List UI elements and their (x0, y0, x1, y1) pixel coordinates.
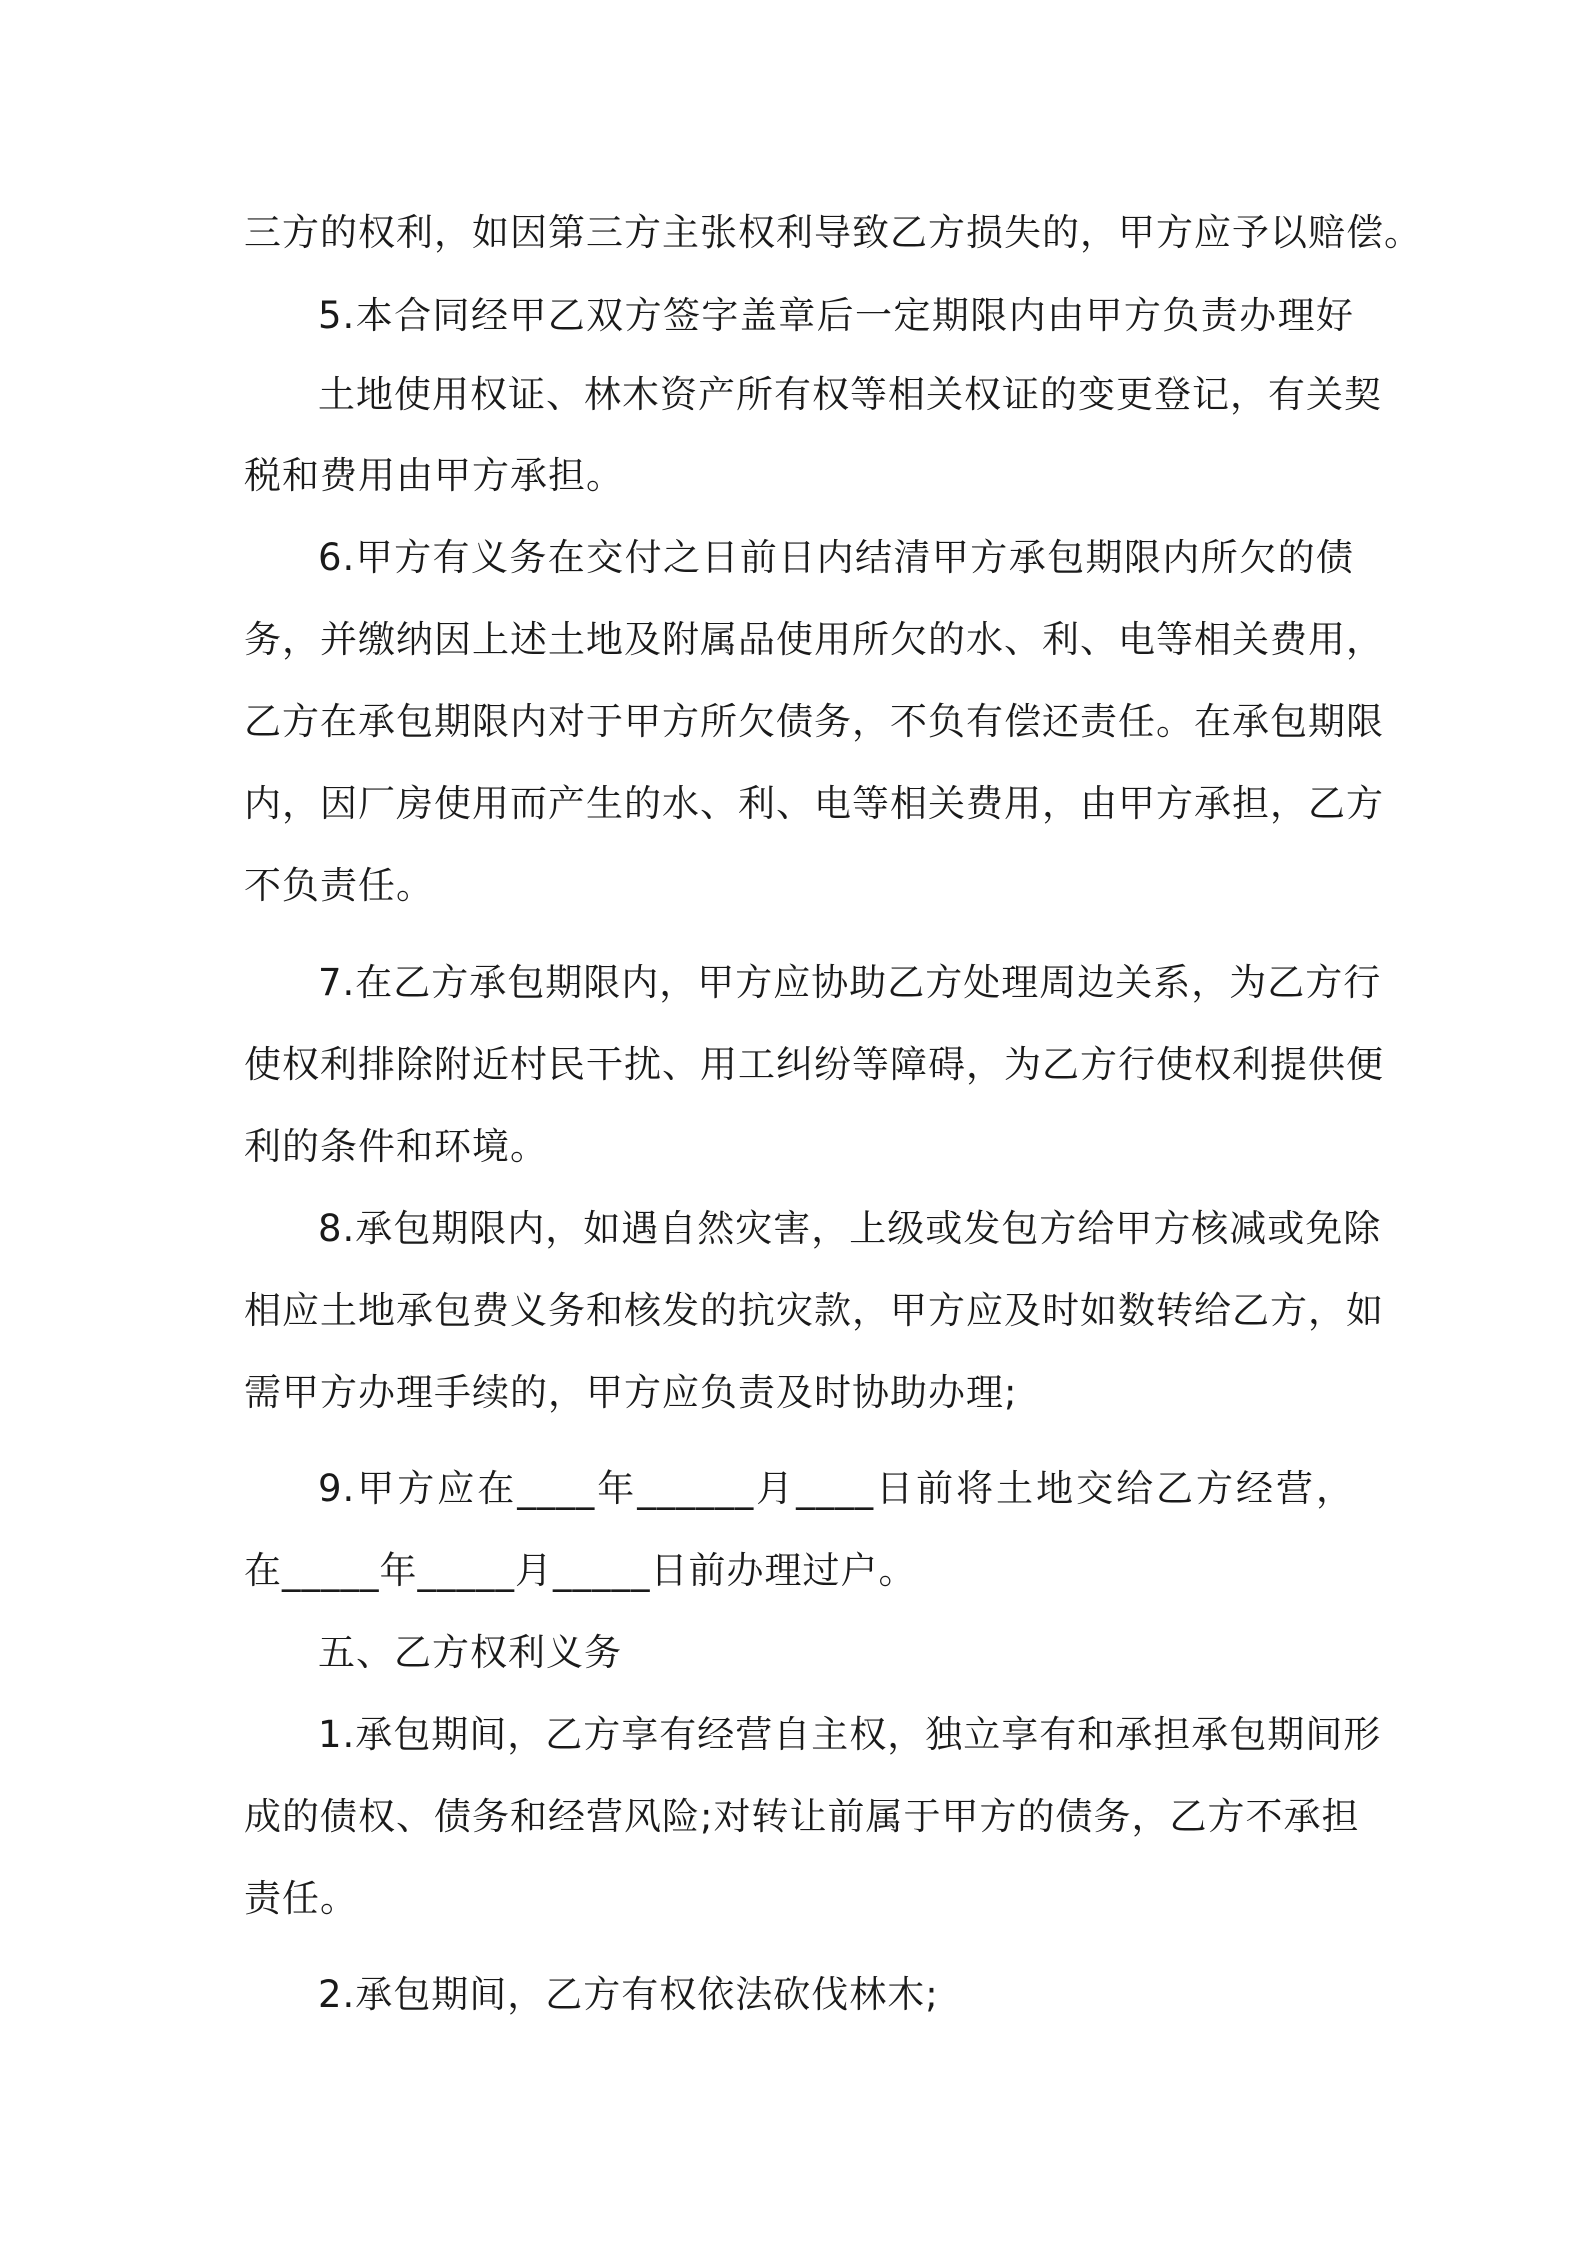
text-line: 相应土地承包费义务和核发的抗灾款，甲方应及时如数转给乙方，如 (244, 1289, 1384, 1332)
text-line: 利的条件和环境。 (244, 1125, 548, 1168)
text-line: 责任。 (244, 1877, 358, 1920)
clause-1: 1.承包期间，乙方享有经营自主权，独立享有和承担承包期间形 (318, 1713, 1382, 1756)
text-line: 税和费用由甲方承担。 (244, 454, 624, 497)
clause-8: 8.承包期限内，如遇自然灾害，上级或发包方给甲方核减或免除 (318, 1207, 1382, 1250)
text-line: 内，因厂房使用而产生的水、利、电等相关费用，由甲方承担，乙方 (244, 782, 1384, 825)
clause-6: 6.甲方有义务在交付之日前日内结清甲方承包期限内所欠的债 (318, 536, 1354, 579)
clause-2: 2.承包期间，乙方有权依法砍伐林木; (318, 1973, 939, 2016)
text-line: 务，并缴纳因上述土地及附属品使用所欠的水、利、电等相关费用， (244, 618, 1384, 661)
text-line: 三方的权利，如因第三方主张权利导致乙方损失的，甲方应予以赔偿。 (244, 211, 1422, 254)
text-line: 成的债权、债务和经营风险;对转让前属于甲方的债务，乙方不承担 (244, 1795, 1360, 1838)
text-line: 在_____年_____月_____日前办理过户。 (244, 1549, 917, 1592)
text-line: 不负责任。 (244, 864, 434, 907)
section-heading: 五、乙方权利义务 (318, 1631, 622, 1674)
text-line: 需甲方办理手续的，甲方应负责及时协助办理; (244, 1371, 1018, 1414)
text-line: 土地使用权证、林木资产所有权等相关权证的变更登记，有关契 (318, 373, 1382, 416)
clause-5: 5.本合同经甲乙双方签字盖章后一定期限内由甲方负责办理好 (318, 294, 1354, 337)
clause-7: 7.在乙方承包期限内，甲方应协助乙方处理周边关系，为乙方行 (318, 961, 1382, 1004)
clause-9: 9.甲方应在____年______月____日前将土地交给乙方经营， (318, 1467, 1354, 1510)
text-line: 乙方在承包期限内对于甲方所欠债务，不负有偿还责任。在承包期限 (244, 700, 1384, 743)
text-line: 使权利排除附近村民干扰、用工纠纷等障碍，为乙方行使权利提供便 (244, 1043, 1384, 1086)
